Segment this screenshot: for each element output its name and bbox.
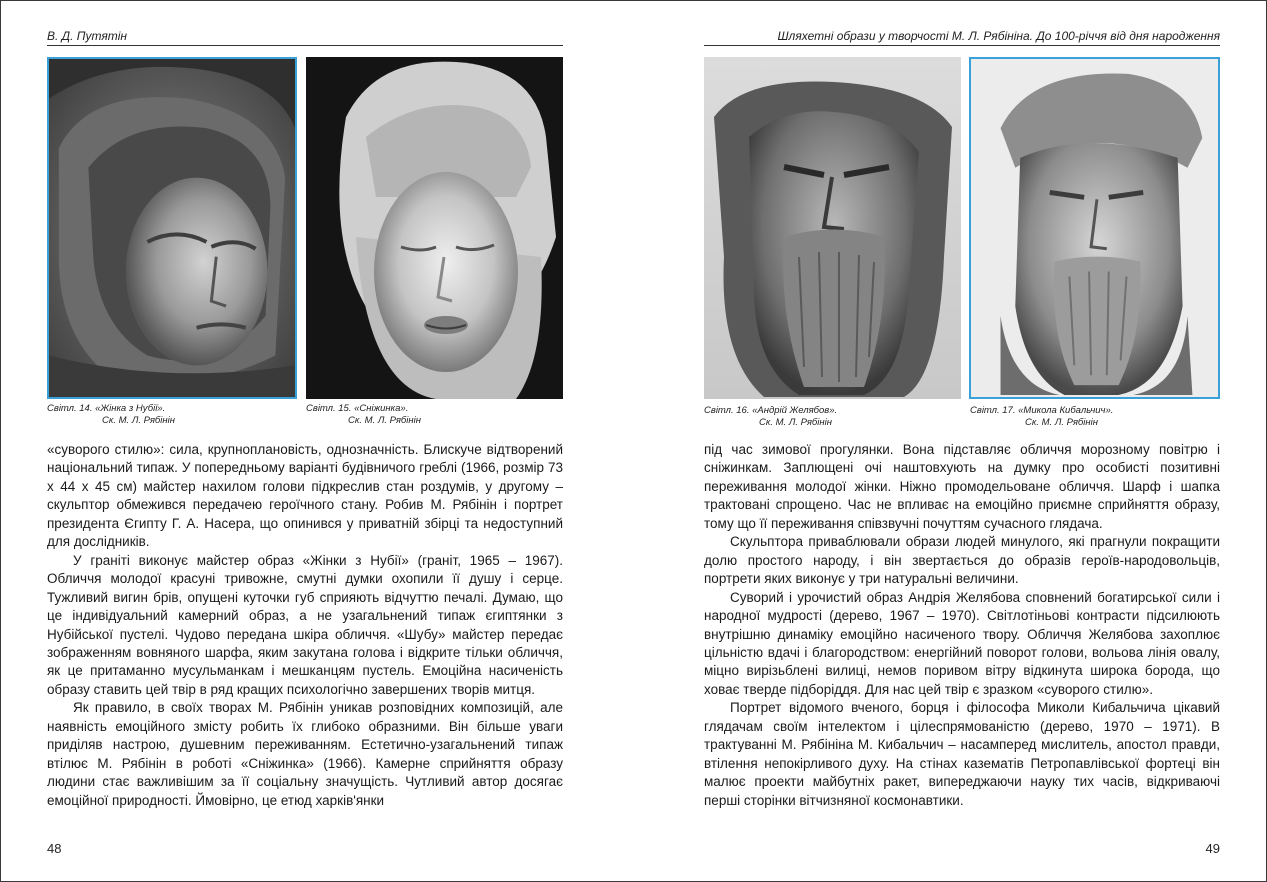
kybalchych-bust-image [971,59,1218,397]
caption-fig-14-author: Ск. М. Л. Рябінін [102,415,175,426]
left-page-number: 48 [47,841,62,856]
right-paragraph-4: Портрет відомого вченого, борця і філософа Миколи Кибальчича цікавий глядачам своїм інтелектом і цілеспрямованістю (дерево, 1970 – 1971). В трактуванні М. Рябініна М. Кибальчич – насамперед мислитель, апостол правди, втілення непокірливого духу. На стінах казематів Петропавлівської фортеці він малює проекти майбутніх ракет, випереджаючи науку тих часів, відкриваючі перші сторінки вітчизняної космонавтики. [704,700,1220,808]
left-running-head: В. Д. Путятін [47,29,563,46]
right-running-head: Шляхетні образи у творчості М. Л. Рябініна. До 100-річчя від дня народження [704,29,1220,46]
right-paragraph-2: Скульптора приваблювали образи людей минулого, які прагнули покращити долю простого народу, і він звертається до образів героїв-народовольців, портрети яких виконує у три натуральні величини. [704,534,1220,587]
caption-fig-17-author: Ск. М. Л. Рябінін [1025,417,1098,428]
caption-fig-16 [704,405,961,429]
caption-fig-14-title: Світл. 14. «Жінка з Нубії». [47,403,166,414]
caption-fig-17 [970,405,1220,429]
right-page-number: 49 [1205,841,1220,856]
caption-fig-16-title: Світл. 16. «Андрій Желябов». [704,405,838,416]
caption-fig-15 [306,403,563,427]
left-paragraph-2: У граніті виконує майстер образ «Жінки з Нубії» (граніт, 1965 – 1967). Обличчя молодої красуні тривожне, смутні думки охопили її душу і серце. Тужливий вигин брів, опущені куточки губ сприяють відчуттю печалі. Думаю, що це індивідуальний камерний образ, а не узагальнений типаж єгиптянки з Нубійської пустелі. Чудово передана шкіра обличчя. «Шубу» майстер передає зображенням вовняного шарфа, яким закутана голова і відкрите тільки обличчя, як це притаманно мусульманкам і мешканцям пустель. Емоційна насиченість образу ставить цей твір в ряд кращих психологічно завершених творів митця. [47,552,563,697]
photo-andriy-zhelyabov [704,57,961,399]
caption-fig-15-author: Ск. М. Л. Рябінін [348,415,421,426]
caption-fig-17-title: Світл. 17. «Микола Кибальчич». [970,405,1114,416]
right-page [704,0,1220,882]
marble-snowflake-sculpture-image [306,57,563,399]
right-paragraph-3: Суворий і урочистий образ Андрія Желябова сповнений богатирської сили і народної мудрості (дерево, 1967 – 1970). Світлотіньові контрасти підсилюють внутрішню динаміку емоційно насиченого твору. Обличчя Желябова захоплює цільністю вдачі і благородством: енергійний поворот голови, вольова лінія овалу, міцно вирізьблені вилиці, немов поривом вітру відкинута широка борода, що ховає тверде підборіддя. Для нас цей твір є зразком «суворого стилю». [704,589,1220,697]
granite-woman-sculpture-image [49,59,295,397]
left-paragraph-3: Як правило, в своїх творах М. Рябінін уникав розповідних композицій, але наявність емоційного змісту робить їх глибоко образними. Він більше уваги приділяв настрою, душевним переживанням. Естетично-узагальнений типаж втілює М. Рябінін в роботі «Сніжинка» (1966). Камерне сприйняття образу людини стає важливішим за її соціальну значущість. Чутливий автор досягає емоційної природності. Ймовірно, це етюд харків'янки [47,700,563,808]
photo-snowflake [306,57,563,399]
caption-fig-16-author: Ск. М. Л. Рябінін [759,417,832,428]
left-body-text [47,441,563,810]
right-body-text [704,441,1220,810]
photo-mykola-kybalchych [969,57,1220,399]
left-paragraph-1: «суворого стилю»: сила, крупноплановість, однозначність. Блискуче відтворений національний типаж. У попередньому варіанті будівничого греблі (1966, розмір 73 х 44 х 45 см) майстер нахилом голови підкреслив стан роздумів, у другому – скульптор обмежився передачею героїчного стану. Робив М. Рябінін і портрет президента Єгипту Г. А. Насера, що опинився у приватній збірці та недоступний для дослідників. [47,442,563,550]
right-paragraph-1: під час зимової прогулянки. Вона підставляє обличчя морозному повітрю і сніжинкам. Заплющені очі наштовхують на думку про особисті позитивні переживання молодої жінки. Ніжно промодельоване обличчя. Шарф і шапка трактовані спрощено. Час не впливає на емоційно приємне сприйняття образу, тому що її переживання співзвучні почуттям сучасного глядача. [704,442,1220,531]
photo-woman-of-nubia [47,57,297,399]
caption-fig-14 [47,403,297,427]
left-page [47,0,563,882]
caption-fig-15-title: Світл. 15. «Сніжинка». [306,403,409,414]
zhelyabov-bust-image [704,57,961,399]
